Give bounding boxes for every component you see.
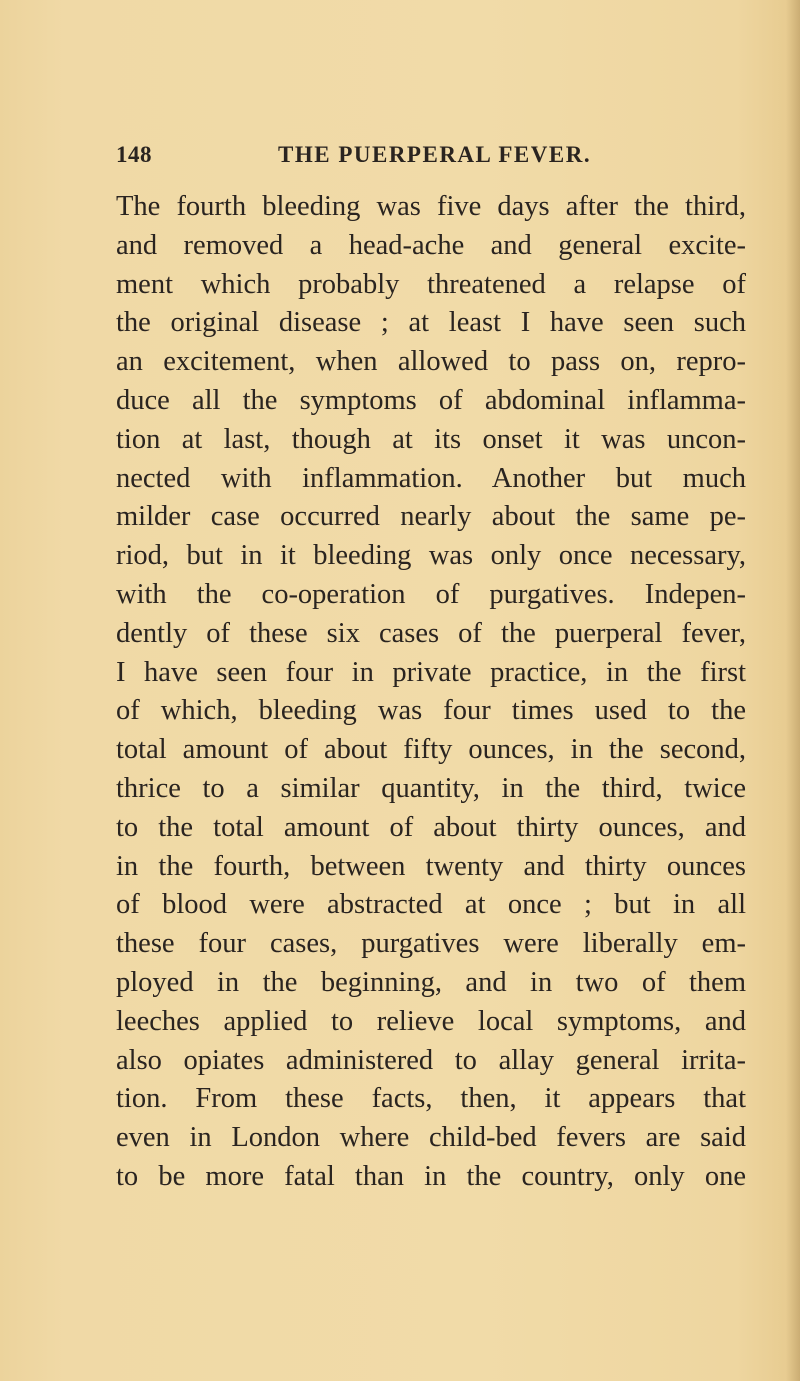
- text-line: the original disease ; at least I have seen such: [116, 307, 746, 339]
- text-line: riod, but in it bleeding was only once necessary,: [116, 540, 746, 572]
- text-line: also opiates administered to allay general irrita-: [116, 1044, 746, 1076]
- text-line: with the co-operation of purgatives. Indepen-: [116, 578, 746, 610]
- text-line: to be more fatal than in the country, only one: [116, 1160, 746, 1192]
- text-line: The fourth bleeding was five days after the third,: [116, 191, 746, 222]
- text-line: ment which probably threatened a relapse of: [116, 268, 746, 300]
- body-text: [116, 188, 746, 1197]
- page-number: 148: [116, 142, 152, 167]
- text-line: tion. From these facts, then, it appears that: [116, 1083, 746, 1115]
- running-title: THE PUERPERAL FEVER.: [278, 142, 592, 167]
- text-line: tion at last, though at its onset it was uncon-: [116, 423, 746, 455]
- text-line: thrice to a similar quantity, in the third, twice: [116, 772, 746, 804]
- text-line: and removed a head-ache and general excite-: [116, 229, 746, 261]
- text-line: I have seen four in private practice, in the first: [116, 656, 746, 688]
- text-line: ployed in the beginning, and in two of them: [116, 966, 746, 998]
- text-line: in the fourth, between twenty and thirty ounces: [116, 850, 746, 882]
- text-line: these four cases, purgatives were liberally em-: [116, 928, 746, 960]
- text-line: dently of these six cases of the puerperal fever,: [116, 617, 746, 649]
- text-line: to the total amount of about thirty ounces, and: [116, 811, 746, 843]
- page-edge-shadow: [786, 0, 800, 1381]
- text-line: milder case occurred nearly about the same pe-: [116, 501, 746, 533]
- text-line: an excitement, when allowed to pass on, repro-: [116, 346, 746, 378]
- text-line: of which, bleeding was four times used to the: [116, 695, 746, 727]
- text-line: total amount of about fifty ounces, in the second,: [116, 734, 746, 766]
- text-line: of blood were abstracted at once ; but in all: [116, 889, 746, 921]
- text-line: leeches applied to relieve local symptoms, and: [116, 1005, 746, 1037]
- text-line: nected with inflammation. Another but much: [116, 462, 746, 494]
- text-line: even in London where child-bed fevers are said: [116, 1122, 746, 1154]
- text-line: duce all the symptoms of abdominal inflamma-: [116, 384, 746, 416]
- running-head: [116, 142, 756, 182]
